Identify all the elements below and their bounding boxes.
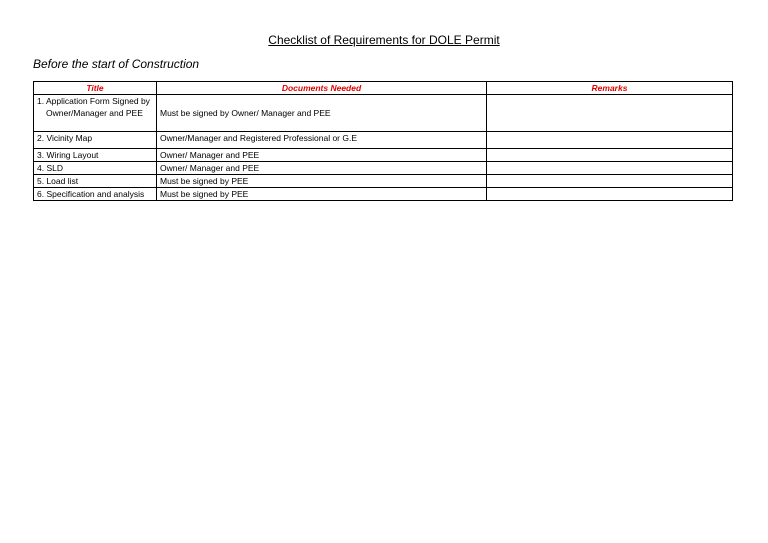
row-remarks [487,175,733,188]
row-remarks [487,132,733,149]
table-row [34,188,733,201]
row-title: 1. Application Form Signed by Owner/Manager and PEE [34,95,157,132]
table-row [34,95,733,132]
row-documents: Must be signed by Owner/ Manager and PEE [157,95,487,132]
row-title: 4. SLD [34,162,157,175]
table-header-row [34,82,733,95]
row-documents: Owner/Manager and Registered Professional or G.E [157,132,487,149]
row-remarks [487,95,733,132]
row-remarks [487,149,733,162]
header-remarks: Remarks [487,82,733,95]
page-title: Checklist of Requirements for DOLE Permit [268,33,500,47]
row-title: 2. Vicinity Map [34,132,157,149]
row-title: 5. Load list [34,175,157,188]
row-title: 6. Specification and analysis [34,188,157,201]
row-remarks [487,188,733,201]
table-row [34,175,733,188]
row-documents: Must be signed by PEE [157,175,487,188]
row-documents: Must be signed by PEE [157,188,487,201]
section-heading: Before the start of Construction [33,57,200,71]
header-title: Title [34,82,157,95]
row-remarks [487,162,733,175]
row-documents: Owner/ Manager and PEE [157,162,487,175]
table-row [34,149,733,162]
row-documents: Owner/ Manager and PEE [157,149,487,162]
row-title: 3. Wiring Layout [34,149,157,162]
table-row [34,132,733,149]
table-row [34,162,733,175]
requirements-table [33,81,733,201]
header-documents-needed: Documents Needed [157,82,487,95]
